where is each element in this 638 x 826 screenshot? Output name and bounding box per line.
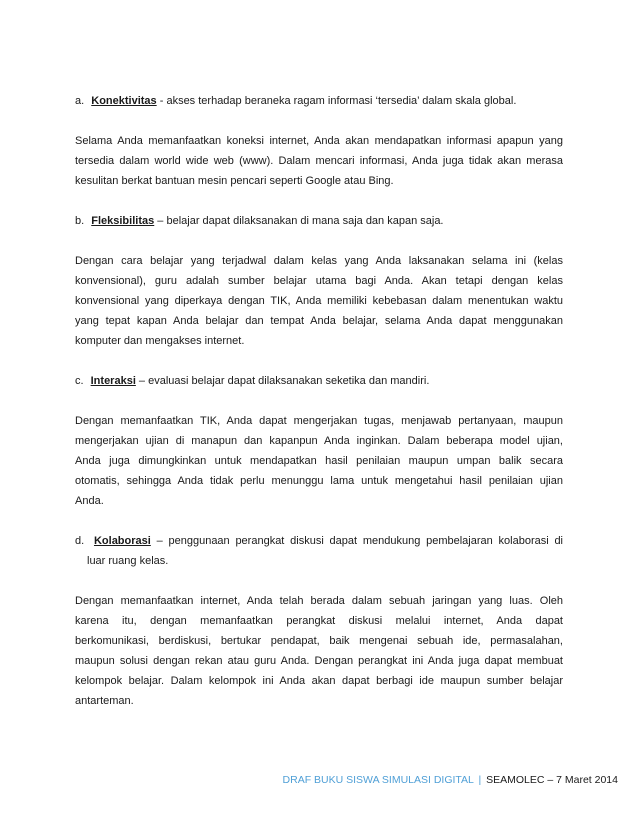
paragraph-line: mengerjakan ujian di manapun dan kapanpun Anda inginkan. Dalam beberapa model ujian, — [75, 435, 563, 447]
paragraph-line: kelompok belajar. Dalam kelompok ini Anda akan dapat berbagi ide maupun sumber belajar — [75, 675, 563, 687]
section-heading-c — [75, 371, 563, 391]
paragraph-line: berkomunikasi, berdiskusi, bertukar pendapat, baik mengenai sebuah ide, permasalahan, — [75, 635, 563, 647]
paragraph-line: Dengan cara belajar yang terjadwal dalam kelas yang Anda laksanakan selama ini (kelas — [75, 255, 563, 267]
paragraph-line: konvensional), guru adalah sumber belajar utama bagi Anda. Akan tetapi dengan kelas — [75, 275, 563, 287]
footer-org-date: SEAMOLEC – 7 Maret 2014 — [486, 774, 618, 786]
paragraph-line: tersedia dalam world wide web (www). Dalam mencari informasi, Anda juga tidak akan merasa — [75, 155, 563, 167]
paragraph-line: karena itu, dengan memanfaatkan perangkat diskusi melalui internet, Anda dapat — [75, 615, 563, 627]
section-prefix: b. — [75, 215, 85, 227]
footer-title: DRAF BUKU SISWA SIMULASI DIGITAL — [282, 774, 474, 786]
paragraph-line: Anda juga dimungkinkan untuk mendapatkan hasil penilaian maupun umpan balik secara — [75, 455, 563, 467]
section-description: – belajar dapat dilaksanakan di mana saja dan kapan saja. — [154, 215, 444, 227]
section-term: Konektivitas — [91, 95, 157, 107]
paragraph-line: antarteman. — [75, 695, 134, 707]
section-term: Fleksibilitas — [91, 215, 155, 227]
section-prefix: d. — [75, 535, 85, 547]
paragraph-line: maupun solusi dengan rekan atau guru Anda. Dengan perangkat ini Anda juga dapat membuat — [75, 655, 563, 667]
page-footer — [283, 774, 618, 786]
section-heading-a — [75, 91, 563, 111]
section-term: Interaksi — [90, 375, 136, 387]
paragraph-line: kesulitan berkat bantuan mesin pencari seperti Google atau Bing. — [75, 175, 394, 187]
section-description: – evaluasi belajar dapat dilaksanakan seketika dan mandiri. — [135, 375, 430, 387]
paragraph-line: Dengan memanfaatkan TIK, Anda dapat mengerjakan tugas, menjawab pertanyaan, maupun — [75, 415, 563, 427]
paragraph-line: Selama Anda memanfaatkan koneksi internet, Anda akan mendapatkan informasi apapun yang — [75, 135, 563, 147]
paragraph-line: Dengan memanfaatkan internet, Anda telah berada dalam sebuah jaringan yang luas. Oleh — [75, 595, 563, 607]
section-prefix: a. — [75, 95, 85, 107]
section-description-continued: luar ruang kelas. — [87, 555, 169, 567]
paragraph-line: otomatis, sehingga Anda tidak perlu menunggu lama untuk mengetahui hasil penilaian ujian — [75, 475, 563, 487]
section-heading-b — [75, 211, 563, 231]
section-prefix: c. — [75, 375, 84, 387]
footer-separator: | — [478, 774, 482, 786]
paragraph-line: yang tepat kapan Anda belajar dan tempat Anda belajar, selama Anda dapat menggunakan — [75, 315, 563, 327]
paragraph-line: konvensional yang diperkaya dengan TIK, Anda memiliki kebebasan dalam menentukan waktu — [75, 295, 563, 307]
section-description: – penggunaan perangkat diskusi dapat mendukung pembelajaran kolaborasi di — [150, 535, 563, 547]
section-heading-d — [75, 531, 563, 551]
paragraph-line: komputer dan mengakses internet. — [75, 335, 245, 347]
paragraph-line: Anda. — [75, 495, 104, 507]
section-term: Kolaborasi — [93, 535, 151, 547]
document-body — [75, 91, 563, 711]
section-description: - akses terhadap beraneka ragam informasi ‘tersedia’ dalam skala global. — [156, 95, 517, 107]
